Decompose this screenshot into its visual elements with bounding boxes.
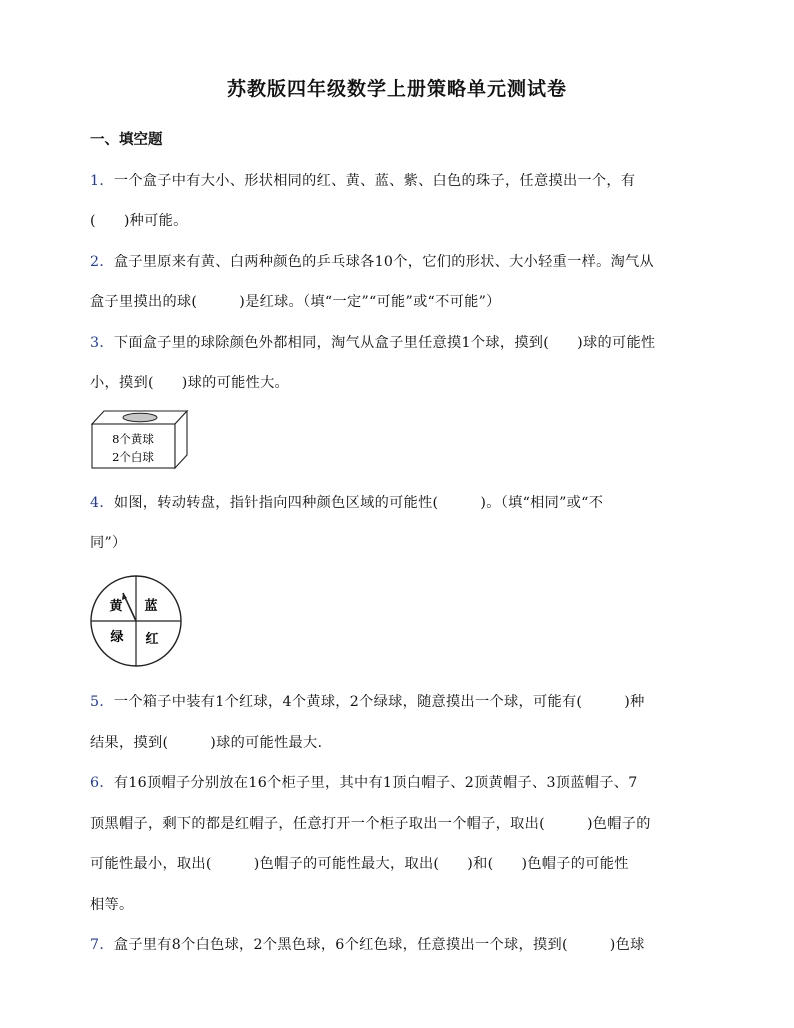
- q1-line-2: [90, 210, 188, 230]
- q7-text-1a: 盒子里有8个白色球，2个黑色球，6个红色球，任意摸出一个球，摸到(: [113, 937, 568, 953]
- q7-text-1b: )色球: [609, 937, 645, 953]
- q4-text-1b: )。（填“相同”或“不: [480, 495, 604, 511]
- q3-text-1b: )球的可能性: [577, 335, 656, 351]
- q5-number: 5．: [90, 694, 114, 710]
- q5-line-1: [90, 691, 645, 711]
- ball-box-figure: [88, 407, 192, 471]
- q2-text-2b: )是红球。（填“一定”“可能”或“不可能”）: [239, 294, 501, 310]
- page-title: 苏教版四年级数学上册策略单元测试卷: [226, 78, 567, 100]
- q6-text-4: 相等。: [90, 897, 134, 913]
- q6-text-2b: )色帽子的: [586, 816, 651, 832]
- q3-text-2b: )球的可能性大。: [181, 375, 290, 391]
- q3-text-1a: 下面盒子里的球除颜色外都相同，淘气从盒子里任意摸1个球，摸到(: [113, 335, 550, 351]
- box-label-yellow: 8个黄球: [112, 432, 154, 446]
- q5-text-2a: 结果，摸到(: [90, 735, 169, 751]
- spinner-label-blue: 蓝: [144, 599, 158, 614]
- q3-number: 3．: [90, 335, 114, 351]
- q2-text-2a: 盒子里摸出的球(: [90, 294, 198, 310]
- q5-text-2b: )球的可能性最大.: [210, 735, 323, 751]
- q6-line-1: [90, 772, 638, 792]
- spinner-label-yellow: 黄: [109, 599, 123, 614]
- q1-line-1: [90, 170, 635, 190]
- q4-number: 4．: [90, 495, 114, 511]
- box-opening: [123, 413, 157, 421]
- q5-line-2: [90, 732, 322, 752]
- q1-text-2: )种可能。: [123, 213, 188, 229]
- q4-line-2: [90, 532, 127, 552]
- q6-text-3b: )色帽子的可能性最大，取出(: [253, 856, 440, 872]
- section-heading: 一、填空题: [90, 132, 163, 148]
- q6-text-2a: 顶黑帽子，剩下的都是红帽子，任意打开一个柜子取出一个帽子，取出(: [90, 816, 545, 832]
- q6-line-4: [90, 894, 133, 914]
- q2-line-1: [90, 251, 654, 271]
- q1-number: 1．: [90, 173, 114, 189]
- q2-number: 2．: [90, 254, 114, 270]
- q3-line-2: [90, 372, 289, 392]
- q7-number: 7．: [90, 937, 114, 953]
- box-label-white: 2个白球: [112, 450, 154, 464]
- q5-text-1b: )种: [624, 694, 645, 710]
- q4-line-1: [90, 492, 603, 512]
- q2-text-1: 盒子里原来有黄、白两种颜色的乒乓球各10个，它们的形状、大小轻重一样。淘气从: [113, 254, 655, 270]
- q6-text-3d: )色帽子的可能性: [521, 856, 629, 872]
- q6-line-3: [90, 853, 629, 873]
- spinner-figure: [88, 573, 184, 669]
- q1-paren-open: (: [90, 213, 96, 229]
- q3-text-2a: 小，摸到(: [90, 375, 154, 391]
- q6-number: 6．: [90, 775, 114, 791]
- q4-text-2: 同”）: [90, 535, 127, 551]
- spinner-label-green: 绿: [110, 630, 124, 645]
- q6-text-1: 有16顶帽子分别放在16个柜子里，其中有1顶白帽子、2顶黄帽子、3顶蓝帽子、7: [113, 775, 638, 791]
- spinner-label-red: 红: [145, 632, 159, 647]
- q7-line-1: [90, 934, 645, 954]
- q6-text-3c: )和(: [467, 856, 494, 872]
- q5-text-1a: 一个箱子中装有1个红球，4个黄球，2个绿球，随意摸出一个球，可能有(: [113, 694, 583, 710]
- q4-text-1a: 如图，转动转盘，指针指向四种颜色区域的可能性(: [113, 495, 439, 511]
- q6-line-2: [90, 813, 651, 833]
- q1-text-1: 一个盒子中有大小、形状相同的红、黄、蓝、紫、白色的珠子，任意摸出一个，有: [113, 173, 636, 189]
- q2-line-2: [90, 291, 501, 311]
- q3-line-1: [90, 332, 655, 352]
- q6-text-3a: 可能性最小，取出(: [90, 856, 212, 872]
